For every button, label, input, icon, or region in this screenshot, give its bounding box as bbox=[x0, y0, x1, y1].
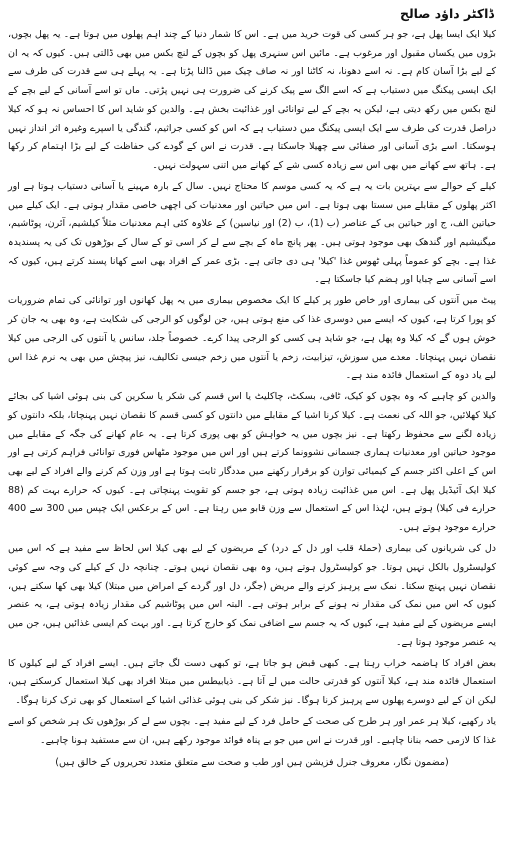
author-name: ڈاکٹر داؤد صالح bbox=[399, 6, 494, 21]
article-paragraph: دل کی شریانوں کی بیماری (حملۂ قلب اور دل کے درد) کے مریضوں کے لیے بھی کیلا اس لحاظ سے مفید ہے کہ اس میں کولیسٹرول بالکل نہیں ہوتا۔ جو کولیسٹرول ہوتے ہیں، وہ بھی نقصان نہیں ہوتے۔ چنانچہ دل کے کیلے کی وجہ سے کوئی نقصان نہیں پہنچ سکتا۔ نمک سے پرہیز کرنے والے مریض (جگر، دل اور گردے کے امراض میں مبتلا) کیلا بھی کھا سکتے ہیں، کیوں کہ اس میں نمک کی مقدار نہ ہونے کے برابر ہوتی ہے۔ البتہ اس میں پوٹاشیم کی مقدار زیادہ ہوتی ہے، یہ عنصر ایسے مریضوں کے لیے مفید ہے، کیوں کہ یہ جسم سے اضافی نمک کو خارج کرتا ہے۔ اور بہت کم ایسی غذائیں ہیں، جن میں یہ عنصر موجود ہوتا ہے۔ bbox=[8, 543, 496, 648]
article-paragraph: پیٹ میں آنتوں کی بیماری اور خاص طور پر کیلے کا ایک مخصوص بیماری میں یہ پھل کھانوں اور توانائی کی تمام ضروریات کو پورا کرتا ہے، کیوں کہ ایسے میں دوسری غذا کی منع ہوتی ہیں، جن لوگوں کو الرجی کی شکایت ہے، وہ بھی یہ جان کر خوش ہوں گے کہ کیلا وہ پھل ہے، جو شاید ہی کسی کو الرجی پیدا کرے۔ خصوصاً جلد، سانس یا آنتوں کی الرجی میں کیلا نقصان نہیں پہنچاتا۔ معدے میں سوزش، تیزابیت، زخم یا آنتوں میں زخم جیسی تکالیف، نیز پیچش میں بھی یہ نرم غذا اس لیے یاد دوہ کے استعمال فائدہ مند ہے۔ bbox=[8, 295, 496, 382]
article-body bbox=[8, 26, 496, 751]
author-note: (مضمون نگار، معروف جنرل فزیشن ہیں اور طب و صحت سے متعلق متعدد تحریروں کے خالق ہیں) bbox=[55, 756, 449, 768]
article-paragraph: یاد رکھیے، کیلا ہر عمر اور ہر طرح کی صحت کے حامل فرد کے لیے مفید ہے۔ بچوں سے لے کر بوڑھوں تک ہر شخص کو اسے غذا کا لازمی حصہ بنانا چاہیے۔ اور قدرت نے اس میں جو بے پناہ فوائد موجود رکھے ہیں، ان سے مستفید ہونا چاہیے۔ bbox=[8, 716, 496, 746]
article-paragraph: کیلے کے حوالے سے بہترین بات یہ ہے کہ یہ کسی موسم کا محتاج نہیں۔ سال کے بارہ مہینے یا آسانی دستیاب ہوتا ہے اور اکثر پھلوں کے مقابلے میں سستا بھی ہوتا ہے۔ اس میں حیاتین اور معدنیات کی اچھی خاصی مقدار ہوتی ہے۔ ایک کیلے میں حیاتین الف، ج اور حیاتین بی کے عناصر (ب (1)، ب (2) اور نیاسین) کے علاوہ کئی اہم معدنیات مثلاً کیلشیم، آئرن، پوٹاشیم، میگنیشیم اور گندھک بھی موجود ہوتی ہیں۔ پھر پانچ ماہ کے بچے سے لے کر اسی تو کے سال کے بوڑھوں تک کی یہ پسندیدہ غذا ہے۔ بچے کو عموماً پہلی ٹھوس غذا 'کیلا' ہی دی جاتی ہے۔ بڑی عمر کے افراد بھی اسے کھانا پسند کرتے ہیں، کیوں کہ اسے آسانی سے چبایا اور ہضم کیا جاسکتا ہے۔ bbox=[8, 180, 496, 286]
article-paragraph: والدین کو چاہیے کہ وہ بچوں کو کیک، ٹافی، بسکٹ، چاکلیٹ یا اس قسم کی شکر یا سکرین کی بنی ہوئی اشیا کی بجائے کیلا کھلائیں، جو اللہ کی نعمت ہے۔ کیلا کرنا اشیا کے مقابلے میں دانتوں کو کسی قسم کا نقصان نہیں پہنچاتا، بلکہ دانتوں کو زیادہ لگنے سے محفوظ رکھتا ہے۔ نیز بچوں میں یہ خواہش کو بھی پوری کرتا ہے۔ یہ عام کھانے کی جگہ کے مقابلے میں موجود حیاتین اور معدنیات ہماری جسمانی نشوونما کرتے ہیں اور اس میں موجود مٹھاس فوری توانائی فراہم کرتی ہے اور اس کے اعلی اکثر جسم کے کیمیائی توازن کو برقرار رکھنے میں مددگار ثابت ہوتا ہے اور وزن کم کرنے والے افراد کے لیے بھی کیلا ایک آئیڈیل پھل ہے۔ اس میں غذائیت زیادہ ہوتی ہے، جو جسم کو تقویت پہنچاتی ہے۔ کیوں کہ حرارے بہت کم (88 حرارے فی کیلا) ہوتے ہیں، لہٰذا اس کے استعمال سے وزن قابو میں رہتا ہے۔ اس کے برعکس ایک چپس میں 300 سے 400 حرارے موجود ہوتے ہیں۔ bbox=[8, 391, 496, 534]
article-paragraph: بعض افراد کا ہاضمہ خراب رہتا ہے۔ کبھی قبض ہو جاتا ہے، تو کبھی دست لگ جاتے ہیں۔ ایسے افراد کے لیے کیلوں کا استعمال فائدہ مند ہے، کیلا آنتوں کو قدرتی حالت میں لے آتا ہے۔ ذیابیطس میں مبتلا افراد بھی کیلا استعمال کرسکتے ہیں، لیکن ان کے لیے دوسرے پھلوں سے پرہیز کرنا ہوگا۔ نیز شکر کی بنی ہوئی غذائی اشیا کے استعمال کو بھی ترک کرنا ہوگا۔ bbox=[8, 657, 496, 707]
article-paragraph: کیلا ایک ایسا پھل ہے، جو ہر کسی کی قوت خرید میں ہے۔ اس کا شمار دنیا کے چند اہم پھلوں میں ہوتا ہے۔ یہ پھل بچوں، بڑوں میں یکساں مقبول اور مرغوب ہے۔ مائیں اس سنہری پھل کو بچوں کے لنچ بکس میں بھی ڈالتی ہیں۔ کیوں کہ یہ ان کے لیے بڑا آسان کام ہے۔ نہ اسے دھونا، نہ کاٹنا اور نہ صاف چیک میں ڈالنا پڑتا ہے۔ یہ پہلے ہی سے قدرت کی طرف سے ایک ایسی پیکنگ میں دستیاب ہے کہ اسے الگ سے پیک کرنے کی ضرورت ہی نہیں پڑتی۔ ماں تو اسے آسانی کے لیے بچے کے لنچ بکس میں رکھ دیتی ہے، لیکن یہ بچے کے لیے توانائی اور غذائیت بخش ہے۔ والدین کو شاید اس کا احساس نہ ہو کہ کیلا دراصل قدرت کی طرف سے ایک ایسی پیکنگ میں دستیاب ہے کہ اس کو کسی جراثیم، گندگی یا اسپرے وغیرہ اثر انداز نہیں ہوسکتا۔ اسے بڑی آسانی اور صفائی سے چھیلا جاسکتا ہے۔ قدرت نے اس کے گودے کی حفاظت کے لیے بڑا اہتمام کر رکھا ہے۔ ہاتھ سے کھانے میں بھی اس سے زیادہ کسی شے کے کھانے میں اتنی سہولت نہیں۔ bbox=[8, 29, 496, 171]
